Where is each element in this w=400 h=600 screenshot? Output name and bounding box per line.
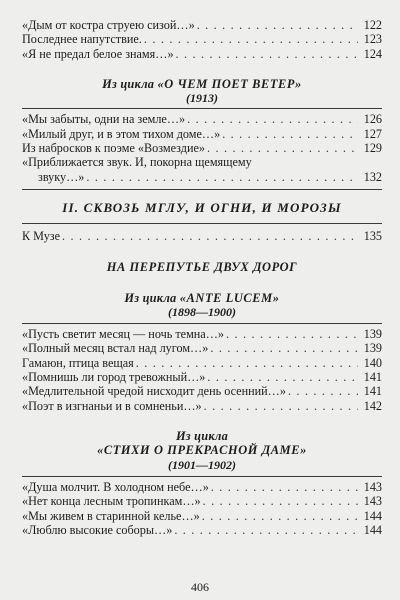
entry-page: 141: [363, 370, 382, 385]
leader-dots: [144, 32, 358, 46]
entry-title: «Дым от костра струею сизой…»: [22, 18, 195, 32]
entry-title: «Мы забыты, одни на земле…»: [22, 112, 186, 127]
cycle-years: (1901—1902): [168, 457, 236, 472]
leader-dots: [226, 327, 358, 341]
cycle-years: (1913): [186, 91, 218, 106]
leader-dots: [174, 523, 358, 537]
entry-title: «Мы живем в старинной келье…»: [22, 508, 200, 523]
entry-page: 126: [363, 112, 382, 127]
entry-page: 124: [363, 46, 382, 61]
leader-dots: [136, 356, 358, 370]
entry-title: «Полный месяц встал над лугом…»: [22, 341, 209, 356]
toc-entry: [22, 32, 382, 46]
toc-entry: [22, 356, 382, 370]
toc-entry: [22, 47, 382, 61]
toc-entry: [22, 480, 382, 494]
entry-title-continuation: звуку…»: [38, 169, 85, 184]
toc-entry: [22, 399, 382, 413]
cycle-years: (1898—1900): [168, 305, 236, 320]
toc-entry: [22, 127, 382, 141]
entry-title: «Я не предал белое знамя…»: [22, 46, 174, 61]
cycle-heading: [22, 443, 382, 458]
cycle-title: «О ЧЕМ ПОЕТ ВЕТЕР»: [157, 76, 302, 91]
entry-page: 122: [363, 18, 382, 32]
toc-entry: [22, 370, 382, 384]
leader-dots: [202, 509, 358, 523]
leader-dots: [210, 341, 358, 355]
entry-title: «Помнишь ли город тревожный…»: [22, 370, 206, 385]
part-heading: [22, 260, 382, 275]
toc-entry: [22, 155, 382, 184]
entry-title: «Пусть светит месяц — ночь темна…»: [22, 327, 224, 342]
toc-entry: [22, 494, 382, 508]
divider-rule: [22, 223, 382, 224]
part-title: НА ПЕРЕПУТЬЕ ДВУХ ДОРОГ: [106, 260, 298, 275]
entry-title: «Милый друг, и в этом тихом доме…»: [22, 126, 221, 141]
entry-page: 127: [363, 126, 382, 141]
toc-entry: [22, 18, 382, 32]
divider-rule: [22, 189, 382, 190]
toc-entry: [22, 141, 382, 155]
entry-page: 144: [363, 522, 382, 537]
entry-page: 129: [363, 140, 382, 155]
toc-entry: [22, 509, 382, 523]
entry-title: Последнее напутствие.: [22, 32, 142, 47]
cycle-heading: [22, 77, 382, 92]
entry-page: 139: [363, 341, 382, 356]
entry-title: «Медлительной чредой нисходит день осенний…»: [22, 384, 286, 399]
entry-page: 139: [363, 327, 382, 342]
cycle-title: «СТИХИ О ПРЕКРАСНОЙ ДАМЕ»: [97, 443, 307, 458]
cycle-prefix: Из цикла: [102, 76, 158, 91]
entry-title: «Люблю высокие соборы…»: [22, 522, 173, 537]
entry-title-line: «Приближается звук. И, покорна щемящему: [22, 155, 252, 170]
cycle-heading-prefix: Из цикла: [175, 428, 229, 443]
entry-title: «Нет конца лесным тропинкам…»: [22, 494, 201, 509]
leader-dots: [62, 229, 358, 243]
table-of-contents: [22, 14, 382, 537]
leader-dots: [211, 480, 358, 494]
toc-entry: [22, 229, 382, 243]
toc-entry: [22, 112, 382, 126]
entry-title: Гамаюн, птица вещая: [22, 355, 134, 370]
leader-dots: [197, 18, 358, 32]
toc-entry: [22, 523, 382, 537]
entry-page: 123: [363, 32, 382, 47]
entry-page: 141: [363, 384, 382, 399]
cycle-heading: [22, 291, 382, 306]
leader-dots: [288, 384, 358, 398]
leader-dots: [222, 127, 358, 141]
cycle-title: «ANTE LUCEM»: [179, 290, 280, 305]
divider-rule: [22, 323, 382, 324]
leader-dots: [203, 494, 358, 508]
divider-rule: [22, 476, 382, 477]
entry-page: 135: [363, 228, 382, 243]
toc-entry: [22, 341, 382, 355]
leader-dots: [187, 112, 358, 126]
leader-dots: [86, 170, 358, 184]
leader-dots: [207, 370, 358, 384]
entry-title: «Душа молчит. В холодном небе…»: [22, 479, 209, 494]
entry-page: 144: [363, 508, 382, 523]
entry-page: 132: [363, 169, 382, 184]
entry-page: 142: [363, 398, 382, 413]
entry-title: Из набросков к поэме «Возмездие»: [22, 140, 205, 155]
entry-title: К Музе: [22, 228, 61, 243]
leader-dots: [176, 47, 358, 61]
entry-page: 140: [363, 355, 382, 370]
divider-rule: [22, 108, 382, 109]
page-number: 406: [191, 580, 209, 594]
cycle-prefix: Из цикла: [124, 290, 180, 305]
toc-entry: [22, 327, 382, 341]
entry-page: 143: [363, 494, 382, 509]
leader-dots: [207, 141, 358, 155]
entry-title: «Поэт в изгнаньи и в сомненьи…»: [22, 398, 202, 413]
entry-page: 143: [363, 479, 382, 494]
toc-entry: [22, 384, 382, 398]
section-title: II. СКВОЗЬ МГЛУ, И ОГНИ, И МОРОЗЫ: [62, 199, 342, 215]
leader-dots: [204, 399, 358, 413]
